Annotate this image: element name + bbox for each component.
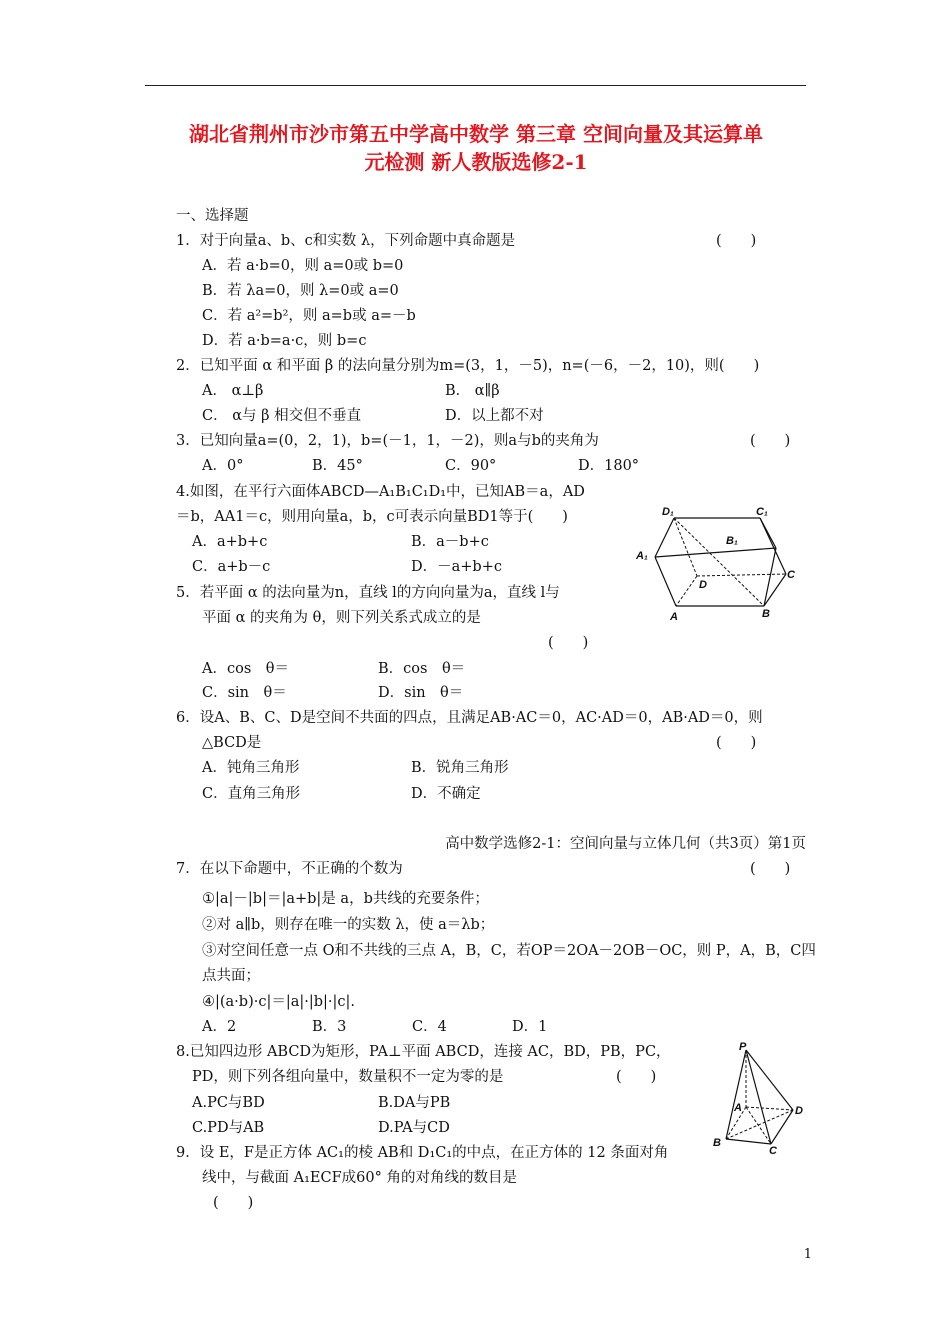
q7-stem: 7．在以下命题中，不正确的个数为: [176, 861, 403, 877]
q5-option-a: A．cos θ＝: [202, 661, 289, 677]
q7-statement-3-line2: 点共面；: [202, 968, 260, 984]
parallelepiped-figure: [628, 500, 804, 625]
q8-option-c: C.PD与AB: [192, 1120, 265, 1136]
label-a: A: [670, 611, 678, 623]
q7-option-b: B．3: [312, 1019, 347, 1035]
q6-option-d: D．不确定: [411, 786, 481, 802]
q7-statement-3-line1: ③对空间任意一点 O和不共线的三点 A，B，C，若OP＝2OA－2OB－OC，则 P，A，B，C四: [202, 943, 816, 959]
q6-answer-blank: ( ): [716, 735, 757, 751]
document-title-line2: 元检测 新人教版选修2-1: [364, 150, 588, 174]
q3-option-c: C．90°: [445, 458, 497, 474]
label-c: C: [769, 1145, 777, 1156]
q7-option-d: D．1: [512, 1019, 548, 1035]
q1-stem: 1．对于向量a、b、c和实数 λ，下列命题中真命题是: [176, 233, 516, 249]
q6-stem-line1: 6．设A、B、C、D是空间不共面的四点，且满足AB·AC＝0，AC·AD＝0，AB·AD＝0，则: [176, 710, 763, 726]
page-number: 1: [803, 1247, 812, 1262]
label-c1: C₁: [756, 506, 768, 518]
q3-option-d: D．180°: [578, 458, 640, 474]
q6-stem-line2: △BCD是: [202, 735, 262, 751]
q5-stem-line2: 平面 α 的夹角为 θ，则下列关系式成立的是: [202, 610, 481, 626]
q7-statement-1: ①|a|－|b|＝|a+b|是 a，b共线的充要条件；: [202, 891, 489, 907]
q5-stem-line1: 5．若平面 α 的法向量为n，直线 l的方向向量为a，直线 l与: [176, 585, 560, 601]
q1-option-b: B．若 λa=0，则 λ=0或 a=0: [202, 283, 399, 299]
q4-option-a: A．a+b+c: [192, 534, 268, 550]
q5-answer-blank: ( ): [548, 635, 589, 651]
document-title-line1: 湖北省荆州市沙市第五中学高中数学 第三章 空间向量及其运算单: [189, 122, 763, 146]
q7-answer-blank: ( ): [750, 861, 791, 877]
q2-option-d: D．以上都不对: [445, 408, 544, 424]
q3-option-b: B．45°: [312, 458, 363, 474]
q8-option-d: D.PA与CD: [378, 1120, 450, 1136]
label-d1: D₁: [662, 506, 674, 518]
q8-stem-line1: 8.已知四边形 ABCD为矩形，PA⊥平面 ABCD，连接 AC，BD，PB，PC，: [176, 1044, 671, 1060]
q2-option-a: A． α⊥β: [202, 383, 264, 399]
label-b: B: [762, 608, 770, 620]
q9-stem-line2: 线中，与截面 A₁ECF成60° 角的对角线的数目是: [202, 1170, 517, 1186]
q7-statement-4: ④|(a·b)·c|＝|a|·|b|·|c|.: [202, 994, 356, 1010]
pyramid-figure: [706, 1040, 810, 1156]
q6-option-a: A．钝角三角形: [202, 760, 300, 776]
q5-option-d: D．sin θ＝: [378, 685, 464, 701]
page-footer: 高中数学选修2-1：空间向量与立体几何（共3页）第1页: [445, 836, 806, 852]
label-a1: A₁: [636, 550, 648, 562]
label-d: D: [795, 1105, 803, 1117]
q3-answer-blank: ( ): [750, 433, 791, 449]
q2-option-b: B． α∥β: [445, 383, 500, 399]
q7-statement-2: ②对 a∥b，则存在唯一的实数 λ，使 a＝λb；: [202, 917, 495, 933]
q4-option-b: B．a－b+c: [411, 534, 489, 550]
label-b: B: [713, 1137, 721, 1149]
label-p: P: [739, 1041, 747, 1053]
q1-option-a: A．若 a·b=0，则 a=0或 b=0: [202, 258, 404, 274]
label-a: A: [734, 1102, 742, 1114]
q5-option-c: C．sin θ＝: [202, 685, 287, 701]
q7-option-c: C．4: [412, 1019, 447, 1035]
q8-stem-line2: PD，则下列各组向量中，数量积不一定为零的是: [192, 1069, 504, 1085]
q7-option-a: A．2: [202, 1019, 237, 1035]
q4-stem-line1: 4.如图，在平行六面体ABCD—A₁B₁C₁D₁中，已知AB＝a，AD: [176, 484, 585, 500]
q2-stem: 2．已知平面 α 和平面 β 的法向量分别为m=(3，1，－5)，n=(－6，－2，10)，则( ): [176, 358, 760, 374]
section-heading: 一、选择题: [176, 208, 249, 224]
q6-option-c: C．直角三角形: [202, 786, 301, 802]
header-rule: [145, 85, 806, 86]
q8-answer-blank: ( ): [616, 1069, 657, 1085]
q4-option-c: C．a+b－c: [192, 559, 271, 575]
q1-option-c: C．若 a²=b²，则 a=b或 a=－b: [202, 308, 416, 324]
q9-stem-line1: 9．设 E，F是正方体 AC₁的棱 AB和 D₁C₁的中点，在正方体的 12 条面对角: [176, 1145, 669, 1161]
label-d: D: [699, 579, 707, 591]
q5-option-b: B．cos θ＝: [378, 661, 466, 677]
q4-stem-line2: ＝b，AA1＝c，则用向量a，b，c可表示向量BD1等于( ): [176, 509, 568, 525]
q1-answer-blank: ( ): [716, 233, 757, 249]
q6-option-b: B．锐角三角形: [411, 760, 509, 776]
q2-option-c: C． α与 β 相交但不垂直: [202, 408, 362, 424]
q4-option-d: D．－a+b+c: [411, 559, 502, 575]
q1-option-d: D．若 a·b=a·c，则 b=c: [202, 333, 367, 349]
label-c: C: [787, 569, 795, 581]
q8-option-a: A.PC与BD: [192, 1095, 265, 1111]
label-b1: B₁: [726, 535, 738, 547]
q3-stem: 3．已知向量a=(0，2，1)，b=(－1，1，－2)，则a与b的夹角为: [176, 433, 599, 449]
q3-option-a: A．0°: [202, 458, 244, 474]
q8-option-b: B.DA与PB: [378, 1095, 451, 1111]
q9-answer-blank: ( ): [213, 1195, 254, 1211]
